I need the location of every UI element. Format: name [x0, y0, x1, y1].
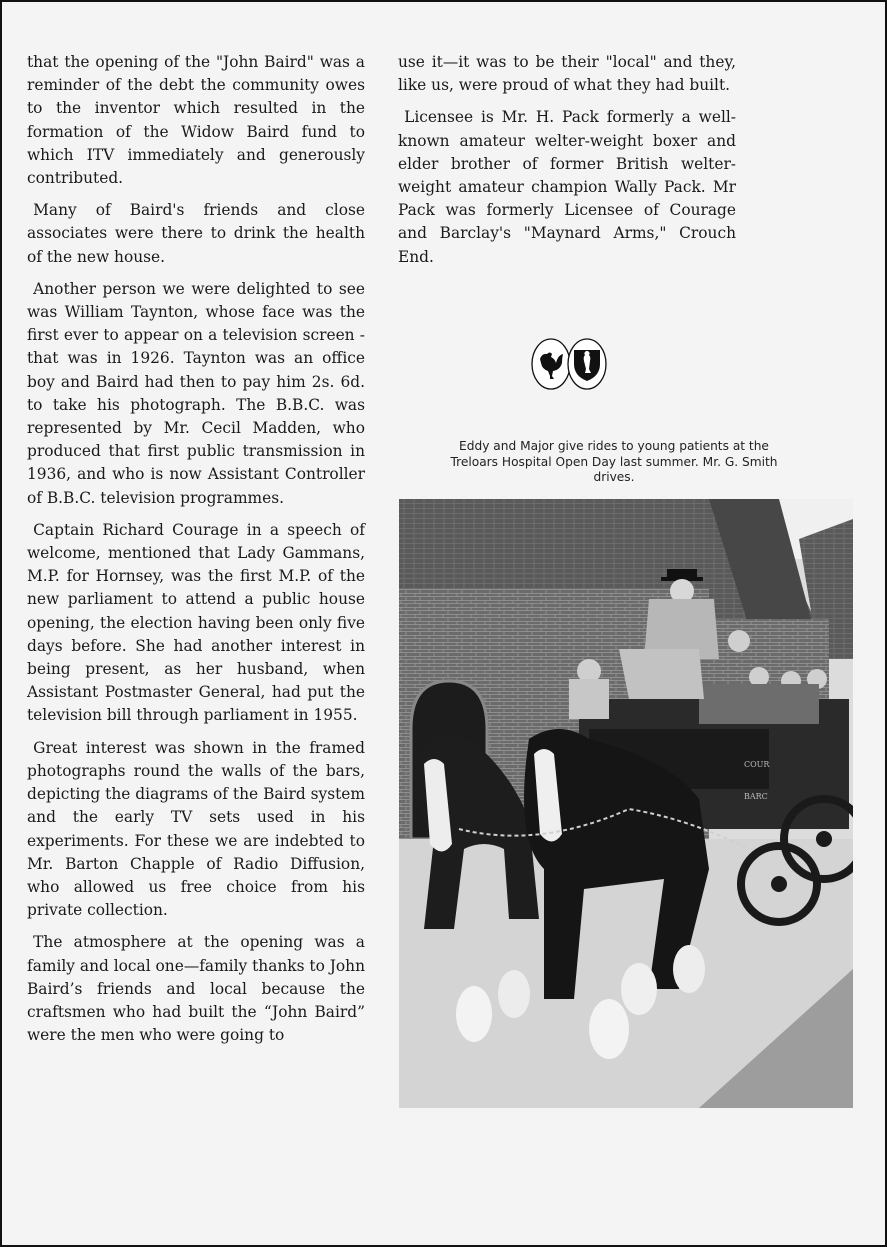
paragraph: Many of Baird's friends and close associates were there to drink the health of the new house.: [27, 201, 365, 266]
paragraph: The atmosphere at the opening was a family and local one—family thanks to John Baird’s friends and local because the craftsmen who had built the “John Baird” were the men who were going to: [27, 933, 366, 1045]
left-column: [27, 51, 365, 1056]
paragraph: that the opening of the "John Baird" was a reminder of the debt the community owes to the inventor which resulted in the formation of the Widow Baird fund to which ITV immediately and generously contributed.: [27, 53, 365, 188]
photo-caption: Eddy and Major give rides to young patients at the Treloars Hospital Open Day last summer. Mr. G. Smith drives.: [450, 439, 778, 485]
right-column: [398, 51, 736, 278]
svg-text:COUR: COUR: [744, 760, 770, 769]
paragraph: use it—it was to be their "local" and they, like us, were proud of what they had built.: [398, 53, 736, 95]
courage-barclay-logo: [530, 337, 608, 391]
paragraph: Another person we were delighted to see was William Taynton, whose face was the first ever to appear on a television screen - that was in 1926. Taynton was an office boy and Baird had then to pay him 2s. 6d. to take his photograph. The B.B.C. was represented by Mr. Cecil Madden, who produced that first public transmission in 1936, and who is now Assistant Controller of B.B.C. television programmes.: [27, 279, 365, 507]
paragraph: Licensee is Mr. H. Pack formerly a well-known amateur welter-weight boxer and elder brother of former British welter-weight amateur champion Wally Pack. Mr Pack was formerly Licensee of Courage and Barclay's "Maynard Arms," Crouch End.: [398, 108, 736, 266]
paragraph: Great interest was shown in the framed photographs round the walls of the bars, depicting the diagrams of the Baird system and the early TV sets used in his experiments. For these we are indebted to Mr. Barton Chapple of Radio Diffusion, who allowed us free choice from his private collection.: [27, 738, 365, 920]
paragraph: Captain Richard Courage in a speech of welcome, mentioned that Lady Gammans, M.P. for Hornsey, was the first M.P. of the new parliament to attend a public house opening, the election having been only five days before. She had another interest in being present, as her husband, when Assistant Postmaster General, had put the television bill through parliament in 1955.: [27, 520, 365, 725]
svg-text:BARC: BARC: [744, 792, 768, 801]
horse-dray-photograph: [399, 499, 853, 1108]
